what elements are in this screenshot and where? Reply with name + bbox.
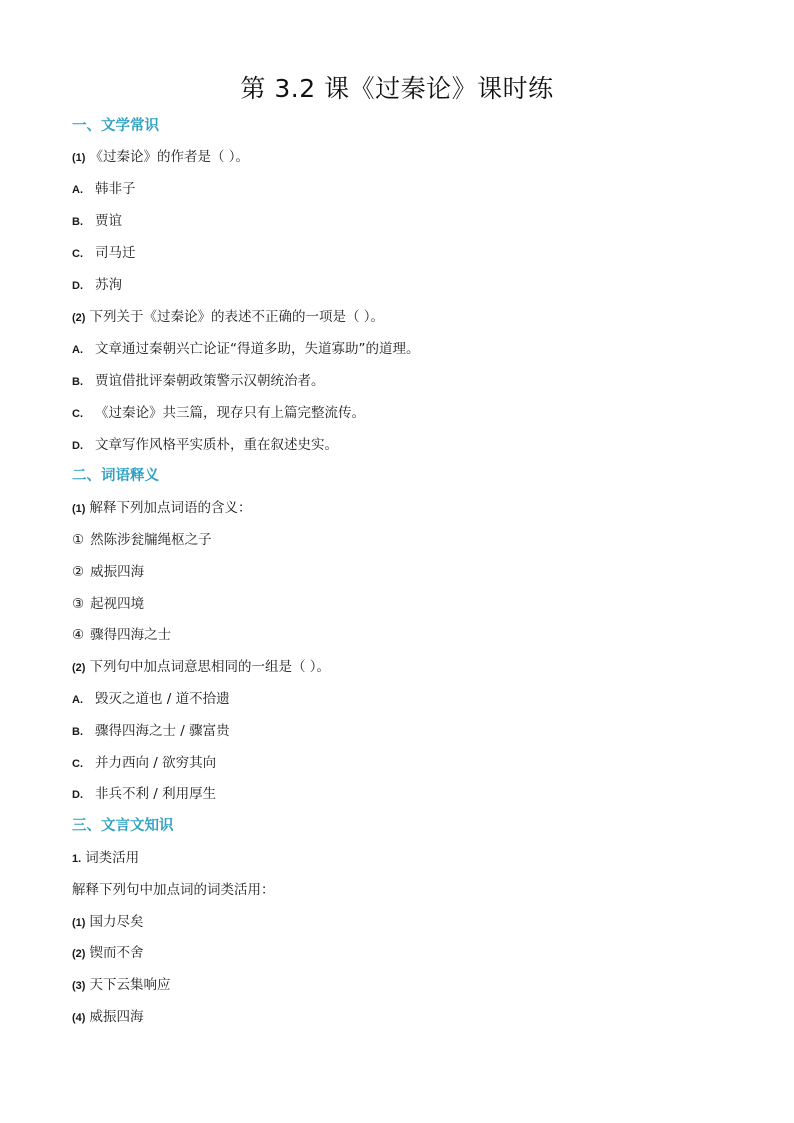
- sub-number: 1.: [72, 853, 82, 865]
- item-text: 锲而不舍: [89, 945, 144, 961]
- option-key: B.: [72, 376, 83, 388]
- option-key: D.: [72, 280, 83, 292]
- question-stem: [72, 147, 249, 168]
- section-heading-word-meaning: 二、词语释义: [72, 468, 159, 484]
- item-marker: (4): [72, 1012, 86, 1024]
- item-text: 然陈涉瓮牖绳枢之子: [90, 532, 212, 548]
- option-item: [72, 435, 338, 456]
- list-item: [72, 912, 143, 933]
- option-item: [72, 689, 230, 710]
- item-text: 起视四境: [90, 596, 145, 612]
- item-text: 威振四海: [89, 1009, 144, 1025]
- list-item: [72, 562, 144, 582]
- option-text: 文章通过秦朝兴亡论证“得道多助，失道寡助”的道理。: [95, 341, 420, 357]
- sub-heading: [72, 848, 139, 869]
- option-item: [72, 403, 365, 424]
- item-text: 骤得四海之士: [90, 627, 172, 643]
- option-key: D.: [72, 440, 83, 452]
- option-item: [72, 753, 216, 774]
- list-item: [72, 943, 143, 964]
- question-text: 解释下列加点词语的含义：: [89, 500, 252, 516]
- option-key: B.: [72, 726, 83, 738]
- option-key: D.: [72, 789, 83, 801]
- list-item: [72, 530, 212, 550]
- option-item: [72, 275, 122, 296]
- question-text: 《过秦论》的作者是（ ）。: [89, 149, 249, 165]
- instruction-text: 解释下列句中加点词的词类活用：: [72, 882, 275, 898]
- option-key: C.: [72, 248, 83, 260]
- option-item: [72, 243, 136, 264]
- question-number: (1): [72, 152, 86, 164]
- option-item: [72, 721, 230, 742]
- option-text: 文章写作风格平实质朴，重在叙述史实。: [95, 437, 338, 453]
- option-text: 毁灭之道也 / 道不拾遗: [95, 691, 230, 707]
- option-item: [72, 179, 136, 200]
- item-marker: (3): [72, 980, 86, 992]
- question-text: 下列句中加点词意思相同的一组是（ ）。: [89, 659, 330, 675]
- item-marker: ③: [72, 596, 85, 612]
- list-item: [72, 594, 144, 614]
- list-item: [72, 1007, 143, 1028]
- option-text: 贾谊借批评秦朝政策警示汉朝统治者。: [95, 373, 325, 389]
- option-item: [72, 339, 420, 360]
- question-number: (2): [72, 312, 86, 324]
- option-key: C.: [72, 408, 83, 420]
- item-marker: ②: [72, 564, 85, 580]
- option-item: [72, 784, 216, 805]
- item-marker: ①: [72, 532, 85, 548]
- option-text: 非兵不利 / 利用厚生: [95, 786, 217, 802]
- option-text: 《过秦论》共三篇，现存只有上篇完整流传。: [95, 405, 365, 421]
- sub-text: 词类活用: [85, 850, 140, 866]
- option-item: [72, 371, 325, 392]
- option-text: 贾谊: [95, 213, 122, 229]
- option-text: 骤得四海之士 / 骤富贵: [95, 723, 230, 739]
- question-number: (2): [72, 662, 86, 674]
- question-text: 下列关于《过秦论》的表述不正确的一项是（ ）。: [89, 309, 384, 325]
- page-title: 第 3.2 课《过秦论》课时练: [240, 74, 554, 103]
- item-text: 天下云集响应: [89, 977, 171, 993]
- option-text: 苏洵: [95, 277, 122, 293]
- question-stem: [72, 307, 384, 328]
- question-stem: [72, 498, 251, 519]
- item-marker: ④: [72, 627, 85, 643]
- option-key: A.: [72, 184, 83, 196]
- option-item: [72, 211, 122, 232]
- option-text: 并力西向 / 欲穷其向: [95, 755, 217, 771]
- question-stem: [72, 657, 330, 678]
- option-key: C.: [72, 758, 83, 770]
- item-marker: (1): [72, 917, 86, 929]
- option-text: 韩非子: [95, 181, 136, 197]
- option-key: B.: [72, 216, 83, 228]
- section-heading-literary-knowledge: 一、文学常识: [72, 118, 159, 134]
- option-key: A.: [72, 344, 83, 356]
- option-key: A.: [72, 694, 83, 706]
- section-heading-classical-chinese: 三、文言文知识: [72, 818, 174, 834]
- item-marker: (2): [72, 948, 86, 960]
- item-text: 威振四海: [90, 564, 145, 580]
- list-item: [72, 625, 171, 645]
- question-number: (1): [72, 503, 86, 515]
- item-text: 国力尽矣: [89, 914, 144, 930]
- list-item: [72, 975, 170, 996]
- option-text: 司马迁: [95, 245, 136, 261]
